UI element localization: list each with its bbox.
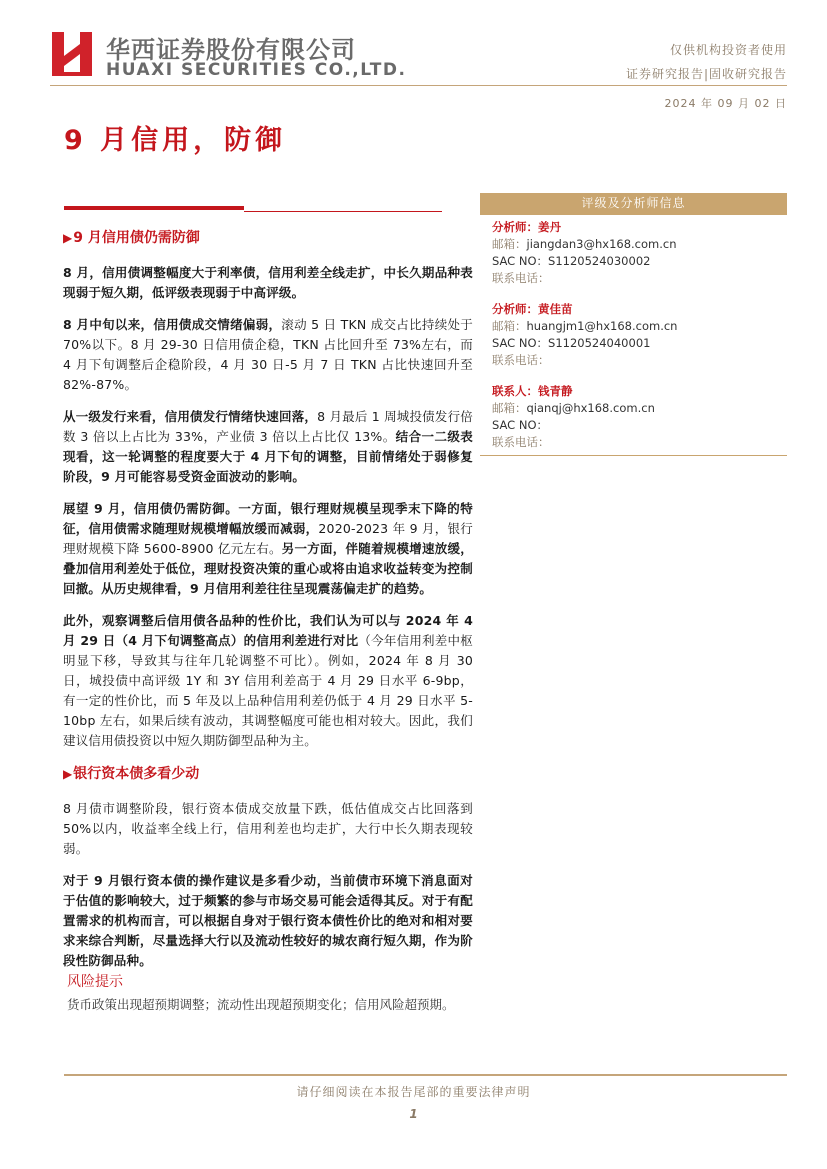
risk-heading: 风险提示 <box>67 974 123 990</box>
main-content <box>63 227 473 1015</box>
analyst-info <box>492 219 782 465</box>
sidebar-divider <box>480 214 787 215</box>
title-accent-line <box>244 211 442 212</box>
company-name-cn: 华西证券股份有限公司 <box>106 36 356 64</box>
investor-notice: 仅供机构投资者使用 <box>669 43 787 57</box>
analyst-phone: 联系电话： <box>492 271 550 285</box>
analyst-name: 分析师：姜丹 <box>492 220 561 234</box>
triangle-bullet-icon: ▶ <box>63 767 73 781</box>
analyst-card: 分析师：黄佳苗 邮箱：huangjm1@hx168.com.cn SAC NO：S1120524040001 联系电话： <box>492 301 782 369</box>
analyst-sac: S1120524030002 <box>548 254 651 268</box>
title-accent-bar <box>64 206 244 210</box>
report-title: 9 月信用，防御 <box>64 125 287 156</box>
paragraph: 此外，观察调整后信用债各品种的性价比，我们认为可以与 2024 年 4 月 29 日（4 月下旬调整高点）的信用利差进行对比（今年信用利差中枢明显下移，导致其与往年几轮调整不可比）。例如，2024 年 8 月 30 日，城投债中高评级 1Y 和 3Y 信用利差高于 4 月 29 日水平 6-9bp，有一定的性价比，而 5 年及以上品种信用利差仍低于 4 月 29 日水平 5-10bp 左右，如果后续有波动，其调整幅度可能也相对较大。因此，我们建议信用债投资以中短久期防御型品种为主。 <box>63 613 473 748</box>
analyst-card: 分析师：姜丹 邮箱：jiangdan3@hx168.com.cn SAC NO：S1120524030002 联系电话： <box>492 219 782 287</box>
analyst-phone: 联系电话： <box>492 435 550 449</box>
paragraph: 8 月中旬以来，信用债成交情绪偏弱，滚动 5 日 TKN 成交占比持续处于 70%以下。8 月 29-30 日信用债企稳，TKN 占比回升至 73%左右，而 4 月下旬调整后企稳阶段，4 月 30 日-5 月 7 日 TKN 占比快速回升至 82%-87%。 <box>63 317 473 392</box>
risk-text: 货币政策出现超预期调整；流动性出现超预期变化；信用风险超预期。 <box>67 997 455 1012</box>
analyst-email[interactable]: jiangdan3@hx168.com.cn <box>526 237 677 251</box>
paragraph: 展望 9 月，信用债仍需防御。一方面，银行理财规模呈现季末下降的特征，信用债需求随理财规模增幅放缓而减弱，2020-2023 年 9 月，银行理财规模下降 5600-8900 亿元左右。另一方面，伴随着规模增速放缓，叠加信用利差处于低位，理财投资决策的重心或将由追求收益转变为控制回撤。从历史规律看，9 月信用利差往往呈现震荡偏走扩的趋势。 <box>63 501 473 596</box>
paragraph: 8 月，信用债调整幅度大于利率债，信用利差全线走扩，中长久期品种表现弱于短久期，低评级表现弱于中高评级。 <box>63 265 473 300</box>
analyst-name: 联系人：钱青静 <box>492 384 573 398</box>
section-heading: ▶9 月信用债仍需防御 <box>63 230 200 246</box>
analyst-email[interactable]: huangjm1@hx168.com.cn <box>526 319 678 333</box>
logo-mark-icon <box>50 28 94 78</box>
report-date: 2024 年 09 月 02 日 <box>664 97 787 110</box>
analyst-sac: S1120524040001 <box>548 336 651 350</box>
analyst-name: 分析师：黄佳苗 <box>492 302 573 316</box>
company-name-en: HUAXI SECURITIES CO.,LTD. <box>106 60 407 80</box>
section-heading: ▶银行资本债多看少动 <box>63 766 200 782</box>
sidebar-bottom-divider <box>480 455 787 456</box>
report-type: 证券研究报告|固收研究报告 <box>625 67 787 81</box>
analyst-email[interactable]: qianqj@hx168.com.cn <box>526 401 655 415</box>
analyst-phone: 联系电话： <box>492 353 550 367</box>
header-divider <box>50 85 787 86</box>
triangle-bullet-icon: ▶ <box>63 231 73 245</box>
footer-disclaimer: 请仔细阅读在本报告尾部的重要法律声明 <box>296 1085 531 1099</box>
paragraph: 从一级发行来看，信用债发行情绪快速回落，8 月最后 1 周城投债发行倍数 3 倍以上占比为 33%，产业债 3 倍以上占比仅 13%。结合一二级表现看，这一轮调整的程度要大于 4 月下旬的调整，目前情绪处于弱修复阶段，9 月可能容易受资金面波动的影响。 <box>63 409 473 484</box>
page-number: 1 <box>409 1107 418 1121</box>
footer-divider <box>64 1074 787 1076</box>
analyst-info-heading: 评级及分析师信息 <box>480 193 787 214</box>
paragraph: 8 月债市调整阶段，银行资本债成交放量下跌，低估值成交占比回落到 50%以内，收益率全线上行，信用利差也均走扩，大行中长久期表现较弱。 <box>63 801 473 856</box>
paragraph: 对于 9 月银行资本债的操作建议是多看少动，当前债市环境下消息面对于估值的影响较大，过于频繁的参与市场交易可能会适得其反。对于有配置需求的机构而言，可以根据自身对于银行资本债性价比的绝对和相对要求来综合判断，尽量选择大行以及流动性较好的城农商行短久期，作为阶段性防御品种。 <box>63 873 473 968</box>
analyst-card: 联系人：钱青静 邮箱：qianqj@hx168.com.cn SAC NO： 联系电话： <box>492 383 782 451</box>
